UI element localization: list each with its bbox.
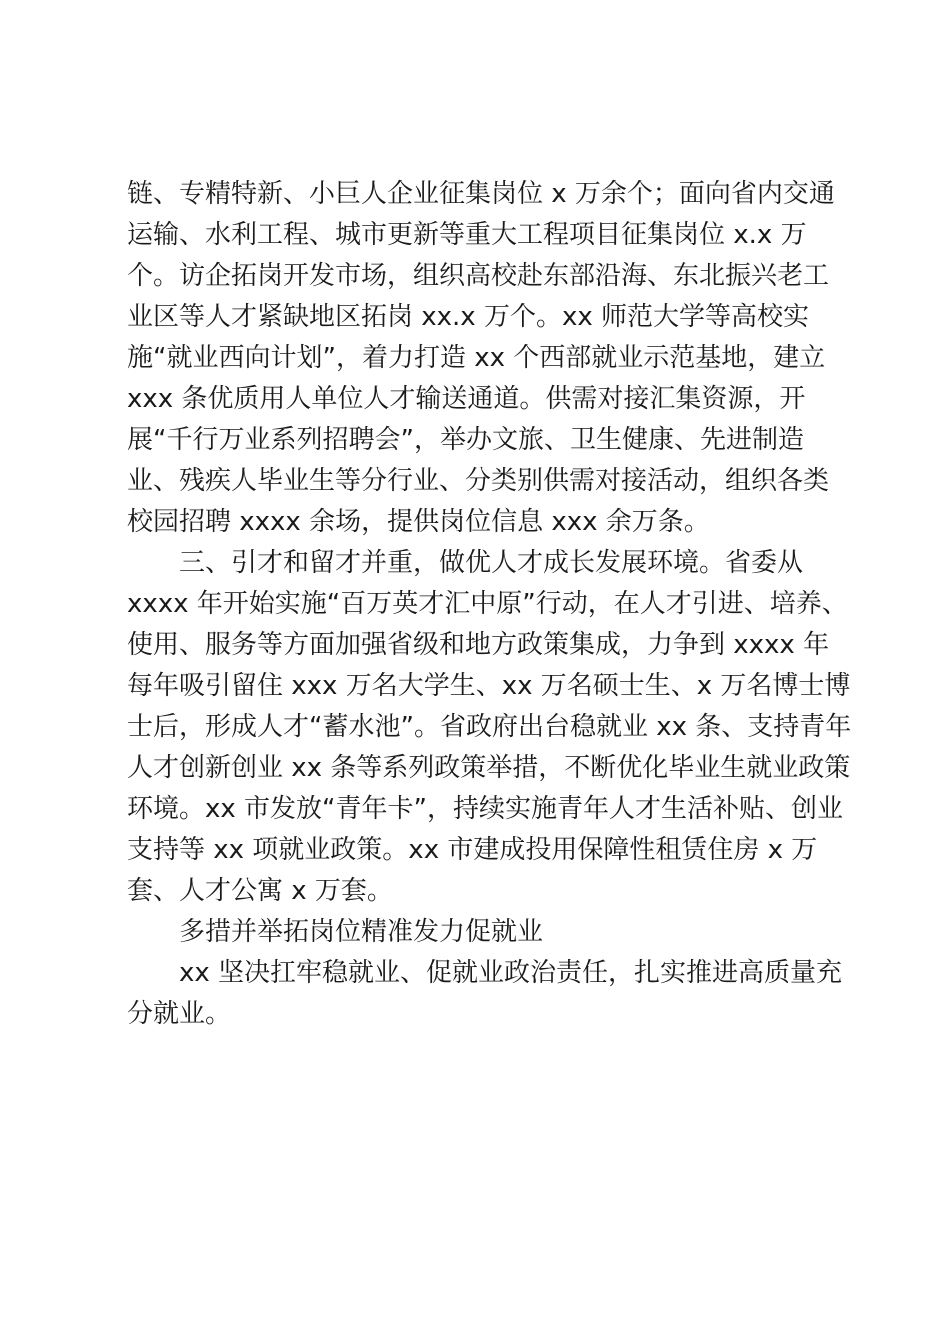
text-line: 支持等 xx 项就业政策。xx 市建成投用保障性租赁住房 x 万 bbox=[127, 835, 818, 865]
text-line: xxxx 年开始实施“百万英才汇中原”行动，在人才引进、培养、 bbox=[127, 589, 848, 619]
text-line: xxx 条优质用人单位人才输送通道。供需对接汇集资源，开 bbox=[127, 384, 806, 414]
subheading-line: 多措并举拓岗位精准发力促就业 bbox=[179, 917, 544, 947]
text-line: 个。访企拓岗开发市场，组织高校赴东部沿海、东北振兴老工 bbox=[127, 261, 830, 291]
text-line: 施“就业西向计划”，着力打造 xx 个西部就业示范基地，建立 bbox=[127, 343, 826, 373]
text-line: 展“千行万业系列招聘会”，举办文旅、卫生健康、先进制造 bbox=[127, 425, 804, 455]
text-line: 业、残疾人毕业生等分行业、分类别供需对接活动，组织各类 bbox=[127, 466, 830, 496]
text-line: 每年吸引留住 xxx 万名大学生、xx 万名硕士生、x 万名博士博 bbox=[127, 671, 851, 701]
text-line: 环境。xx 市发放“青年卡”，持续实施青年人才生活补贴、创业 bbox=[127, 794, 843, 824]
text-line: 分就业。 bbox=[127, 999, 232, 1029]
text-line: 士后，形成人才“蓄水池”。省政府出台稳就业 xx 条、支持青年 bbox=[127, 712, 852, 742]
text-line: 使用、服务等方面加强省级和地方政策集成，力争到 xxxx 年 bbox=[127, 630, 830, 660]
section-heading-line: 三、引才和留才并重，做优人才成长发展环境。省委从 bbox=[179, 548, 804, 578]
text-line: xx 坚决扛牢稳就业、促就业政治责任，扎实推进高质量充 bbox=[179, 958, 843, 988]
text-line: 链、专精特新、小巨人企业征集岗位 x 万余个；面向省内交通 bbox=[127, 179, 835, 209]
body-text bbox=[127, 174, 852, 1035]
text-line: 套、人才公寓 x 万套。 bbox=[127, 876, 393, 906]
text-line: 人才创新创业 xx 条等系列政策举措，不断优化毕业生就业政策 bbox=[127, 753, 851, 783]
text-line: 业区等人才紧缺地区拓岗 xx.x 万个。xx 师范大学等高校实 bbox=[127, 302, 809, 332]
text-line: 校园招聘 xxxx 余场，提供岗位信息 xxx 余万条。 bbox=[127, 507, 710, 537]
text-line: 运输、水利工程、城市更新等重大工程项目征集岗位 x.x 万 bbox=[127, 220, 807, 250]
